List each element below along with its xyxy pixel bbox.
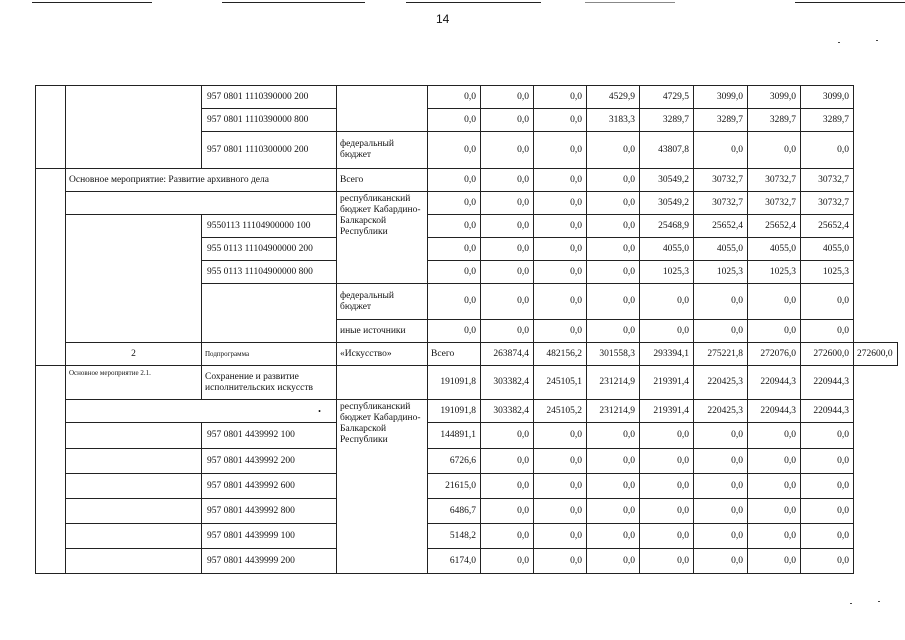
blank-cell [66,449,202,474]
value-cell: 30732,7 [694,169,748,192]
blank-cell [66,215,202,343]
value-cell: 0,0 [587,192,640,215]
value-cell: 0,0 [587,284,640,320]
value-cell: 191091,8 [428,366,481,400]
value-cell: 0,0 [587,499,640,524]
value-cell: 0,0 [481,192,534,215]
code-cell: 955 0113 11104900000 200 [202,238,337,261]
index-cell [36,86,66,169]
code-cell: 957 0801 1110300000 200 [202,132,337,169]
value-cell: 0,0 [694,320,748,343]
value-cell: 43807,8 [640,132,694,169]
scan-line [585,2,675,3]
value-cell: 0,0 [534,238,587,261]
value-cell: 0,0 [748,524,801,549]
subprogram-type: Подпрограмма [202,343,337,366]
value-cell: 0,0 [694,449,748,474]
total-label: Всего [428,343,481,366]
value-cell: 0,0 [748,549,801,574]
value-cell: 4729,5 [640,86,694,109]
value-cell: 0,0 [481,549,534,574]
table-body [36,86,898,574]
value-cell: 21615,0 [428,474,481,499]
value-cell: 0,0 [694,499,748,524]
table-row [36,343,898,366]
value-cell: 4055,0 [748,238,801,261]
value-cell: 30549,2 [640,169,694,192]
value-cell: 0,0 [587,474,640,499]
event-name: Сохранение и развитие исполнительских искусств [202,366,337,400]
value-cell: 219391,4 [640,400,694,423]
value-cell: 0,0 [534,549,587,574]
code-cell: 9550113 11104900000 100 [202,215,337,238]
table-row [36,499,898,524]
value-cell: 0,0 [694,549,748,574]
value-cell: 272600,0 [801,343,854,366]
value-cell: 0,0 [801,474,854,499]
subprogram-index: 2 [66,343,202,366]
value-cell: 0,0 [481,284,534,320]
value-cell: 0,0 [534,423,587,449]
value-cell: 0,0 [694,524,748,549]
value-cell: 0,0 [587,169,640,192]
code-cell: 957 0801 1110390000 200 [202,86,337,109]
value-cell: 303382,4 [481,400,534,423]
value-cell: 0,0 [748,449,801,474]
value-cell: 220944,3 [801,400,854,423]
value-cell: 30732,7 [694,192,748,215]
value-cell: 191091,8 [428,400,481,423]
value-cell: 0,0 [587,524,640,549]
value-cell: 0,0 [481,449,534,474]
value-cell: 219391,4 [640,366,694,400]
table-row [36,449,898,474]
table-row [36,192,898,215]
source-cell: федеральный бюджет [337,284,428,320]
blank-cell [66,86,202,169]
source-cell: иные источники [337,320,428,343]
value-cell: 3289,7 [694,109,748,132]
value-cell: 3099,0 [748,86,801,109]
value-cell: 0,0 [587,261,640,284]
value-cell: 0,0 [481,474,534,499]
value-cell: 0,0 [748,284,801,320]
scan-line [795,2,905,3]
value-cell: 0,0 [694,132,748,169]
blank-cell [66,423,202,449]
stray-mark: • [66,400,337,423]
value-cell: 144891,1 [428,423,481,449]
value-cell: 220944,3 [801,366,854,400]
value-cell: 0,0 [640,423,694,449]
value-cell: 0,0 [640,524,694,549]
source-cell [337,366,428,400]
index-cell [36,169,66,366]
value-cell: 1025,3 [801,261,854,284]
code-cell: 957 0801 4439999 100 [202,524,337,549]
source-cell: республиканский бюджет Кабардино-Балкарской Республики [337,400,428,574]
value-cell: 0,0 [587,238,640,261]
value-cell: 0,0 [640,284,694,320]
value-cell: 303382,4 [481,366,534,400]
value-cell: 0,0 [748,320,801,343]
value-cell: 263874,4 [481,343,534,366]
value-cell: 0,0 [481,320,534,343]
table-row [36,400,898,423]
value-cell: 0,0 [428,320,481,343]
value-cell: 0,0 [481,423,534,449]
value-cell: 4055,0 [640,238,694,261]
value-cell: 0,0 [481,238,534,261]
budget-table [35,85,898,574]
value-cell: 0,0 [801,524,854,549]
value-cell: 272600,0 [854,343,898,366]
value-cell: 5148,2 [428,524,481,549]
value-cell: 30549,2 [640,192,694,215]
code-cell: 957 0801 4439992 800 [202,499,337,524]
code-cell: 957 0801 4439999 200 [202,549,337,574]
value-cell: 3099,0 [801,86,854,109]
blank-cell [66,549,202,574]
value-cell: 0,0 [481,86,534,109]
value-cell: 0,0 [534,449,587,474]
code-cell: 957 0801 4439992 100 [202,423,337,449]
table-row [36,549,898,574]
value-cell: 0,0 [428,261,481,284]
table-row [36,423,898,449]
source-cell: федеральный бюджет [337,132,428,169]
value-cell: 231214,9 [587,400,640,423]
value-cell: 0,0 [640,449,694,474]
value-cell: 0,0 [748,499,801,524]
value-cell: 293394,1 [640,343,694,366]
table-row [36,215,898,238]
value-cell: 0,0 [587,549,640,574]
value-cell: 0,0 [481,215,534,238]
value-cell: 272076,0 [748,343,801,366]
code-cell: 955 0113 11104900000 800 [202,261,337,284]
value-cell: 3099,0 [694,86,748,109]
value-cell: 0,0 [694,284,748,320]
value-cell: 1025,3 [748,261,801,284]
value-cell: 220425,3 [694,400,748,423]
value-cell: 0,0 [534,524,587,549]
value-cell: 0,0 [534,320,587,343]
value-cell: 6486,7 [428,499,481,524]
value-cell: 220944,3 [748,400,801,423]
value-cell: 301558,3 [587,343,640,366]
value-cell: 3289,7 [640,109,694,132]
code-cell: 957 0801 4439992 200 [202,449,337,474]
value-cell: 0,0 [587,449,640,474]
value-cell: 0,0 [640,499,694,524]
value-cell: 220425,3 [694,366,748,400]
value-cell: 0,0 [534,169,587,192]
value-cell: 0,0 [587,423,640,449]
value-cell: 30732,7 [801,192,854,215]
value-cell: 0,0 [694,423,748,449]
value-cell: 0,0 [587,215,640,238]
value-cell: 3183,3 [587,109,640,132]
table-row [36,366,898,400]
index-cell [36,366,66,574]
value-cell: 220944,3 [748,366,801,400]
blank-cell [66,499,202,524]
value-cell: 0,0 [640,474,694,499]
value-cell: 0,0 [534,499,587,524]
value-cell: 482156,2 [534,343,587,366]
value-cell: 0,0 [481,499,534,524]
value-cell: 0,0 [801,499,854,524]
value-cell: 275221,8 [694,343,748,366]
value-cell: 0,0 [694,474,748,499]
value-cell: 3289,7 [748,109,801,132]
value-cell: 0,0 [748,132,801,169]
table-row [36,169,898,192]
value-cell: 0,0 [481,132,534,169]
value-cell: 0,0 [428,169,481,192]
value-cell: 30732,7 [748,169,801,192]
value-cell: 0,0 [801,284,854,320]
value-cell: 25652,4 [801,215,854,238]
value-cell: 0,0 [534,474,587,499]
value-cell: 6174,0 [428,549,481,574]
value-cell: 231214,9 [587,366,640,400]
table-row [36,524,898,549]
value-cell: 0,0 [428,109,481,132]
event-name: Основное мероприятие: Развитие архивного дела [66,169,337,192]
value-cell: 0,0 [801,449,854,474]
value-cell: 0,0 [428,132,481,169]
value-cell: 1025,3 [640,261,694,284]
value-cell: 1025,3 [694,261,748,284]
value-cell: 0,0 [534,86,587,109]
value-cell: 3289,7 [801,109,854,132]
value-cell: 0,0 [428,238,481,261]
value-cell: 0,0 [587,320,640,343]
value-cell: 0,0 [428,192,481,215]
value-cell: 0,0 [640,320,694,343]
value-cell: 0,0 [481,524,534,549]
value-cell: 4055,0 [801,238,854,261]
value-cell: 25652,4 [694,215,748,238]
scan-speck [878,601,880,602]
blank-cell [66,192,337,215]
value-cell: 0,0 [428,284,481,320]
scan-line [406,2,541,3]
value-cell: 245105,1 [534,366,587,400]
value-cell: 30732,7 [801,169,854,192]
value-cell: 0,0 [801,549,854,574]
value-cell: 0,0 [534,261,587,284]
value-cell: 0,0 [587,132,640,169]
scan-speck [876,40,878,41]
value-cell: 0,0 [534,132,587,169]
value-cell: 0,0 [801,132,854,169]
blank-cell [66,474,202,499]
table-row [36,86,898,109]
code-cell: 957 0801 4439992 600 [202,474,337,499]
value-cell: 0,0 [428,86,481,109]
page-number: 14 [436,12,450,26]
total-label: Всего [337,169,428,192]
value-cell: 0,0 [481,169,534,192]
value-cell: 4529,9 [587,86,640,109]
source-cell: республиканский бюджет Кабардино-Балкарской Республики [337,192,428,284]
value-cell: 0,0 [801,320,854,343]
value-cell: 25468,9 [640,215,694,238]
value-cell: 25652,4 [748,215,801,238]
value-cell: 0,0 [534,192,587,215]
value-cell: 6726,6 [428,449,481,474]
scan-line [222,2,365,3]
scan-speck [838,42,840,43]
blank-cell [202,284,337,343]
value-cell: 0,0 [534,284,587,320]
blank-cell [66,524,202,549]
value-cell: 0,0 [534,215,587,238]
value-cell: 30732,7 [748,192,801,215]
event-type: Основное мероприятие 2.1. [66,366,202,400]
scan-line [32,2,152,3]
value-cell: 0,0 [481,109,534,132]
table-row [36,474,898,499]
value-cell: 0,0 [428,215,481,238]
value-cell: 0,0 [748,423,801,449]
value-cell: 0,0 [748,474,801,499]
value-cell: 4055,0 [694,238,748,261]
scan-speck [850,603,852,604]
value-cell: 0,0 [801,423,854,449]
source-cell [337,86,428,132]
value-cell: 0,0 [481,261,534,284]
value-cell: 0,0 [534,109,587,132]
value-cell: 0,0 [640,549,694,574]
subprogram-name: «Искусство» [337,343,428,366]
code-cell: 957 0801 1110390000 800 [202,109,337,132]
value-cell: 245105,2 [534,400,587,423]
